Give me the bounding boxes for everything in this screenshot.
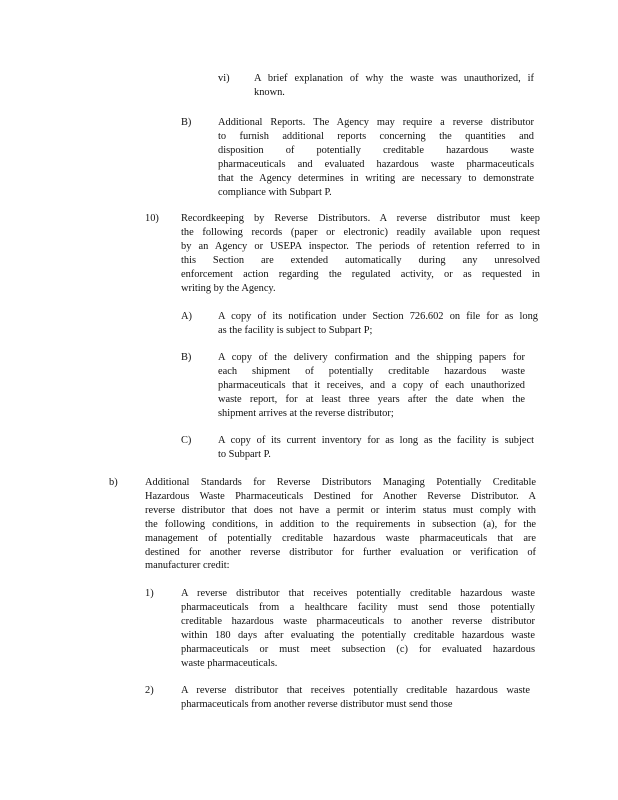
item-text [254,72,534,100]
item-text [181,684,530,712]
text-line: A reverse distributor that receives potentially creditable hazardous waste [181,588,535,599]
text-line: creditable hazardous waste pharmaceuticals to another reverse distributor [181,615,535,627]
text-line: destined for another reverse distributor for further evaluation or verification of [145,546,536,558]
text-line: as the facility is subject to Subpart P; [218,324,373,336]
text-line: Recordkeeping by Reverse Distributors. A reverse distributor must keep [181,213,540,224]
text-line: Hazardous Waste Pharmaceuticals Destined for Another Reverse Distributor. A [145,490,536,502]
text-line: shipment arrives at the reverse distributor; [218,407,394,419]
text-line: to Subpart P. [218,448,271,460]
text-line: writing by the Agency. [181,282,276,294]
item-label: 2) [145,685,154,696]
text-line: A brief explanation of why the waste was unauthorized, if [254,73,534,84]
text-line: A copy of its notification under Section 726.602 on file for as long [218,311,538,322]
item-text [181,587,535,670]
item-label: 10) [145,213,159,224]
text-line: that the Agency determines in writing are necessary to demonstrate [218,172,534,184]
item-label: A) [181,311,192,322]
item-label: C) [181,435,192,446]
text-line: the following records (paper or electronic) readily available upon request [181,226,540,238]
text-line: reverse distributor that does not have a permit or interim status must comply with [145,504,536,516]
item-label: B) [181,117,192,128]
text-line: waste report, for at least three years after the date when the [218,393,525,405]
text-line: pharmaceuticals or must meet subsection (c) for evaluated hazardous [181,643,535,655]
text-line: A copy of its current inventory for as long as the facility is subject [218,435,534,446]
text-line: by an Agency or USEPA inspector. The periods of retention referred to in [181,240,540,252]
item-text [181,212,540,295]
text-line: pharmaceuticals and evaluated hazardous waste pharmaceuticals [218,158,534,170]
text-line: to furnish additional reports concerning the quantities and [218,130,534,142]
item-label: b) [109,477,118,488]
text-line: within 180 days after evaluating the potentially creditable hazardous waste [181,629,535,641]
text-line: pharmaceuticals that it receives, and a copy of each unauthorized [218,379,525,391]
item-label: 1) [145,588,154,599]
text-line: enforcement action regarding the regulated activity, or as requested in [181,268,540,280]
text-line: waste pharmaceuticals. [181,657,278,669]
text-line: manufacturer credit: [145,560,230,572]
item-text [145,476,536,573]
item-text [218,310,538,338]
text-line: pharmaceuticals from a healthcare facility must send those potentially [181,601,535,613]
text-line: the following conditions, in addition to the requirements in subsection (a), for the [145,518,536,530]
text-line: known. [254,86,285,98]
text-line: pharmaceuticals from another reverse distributor must send those [181,698,453,710]
item-text [218,116,534,199]
text-line: this Section are extended automatically during any unresolved [181,254,540,266]
text-line: Additional Reports. The Agency may require a reverse distributor [218,117,534,128]
text-line: Additional Standards for Reverse Distributors Managing Potentially Creditable [145,477,536,488]
text-line: disposition of potentially creditable hazardous waste [218,144,534,156]
item-text [218,434,534,462]
item-text [218,351,525,421]
item-label: vi) [218,73,230,84]
text-line: A copy of the delivery confirmation and the shipping papers for [218,352,525,363]
item-label: B) [181,352,192,363]
text-line: compliance with Subpart P. [218,186,332,198]
text-line: management of potentially creditable hazardous waste pharmaceuticals that are [145,532,536,544]
text-line: each shipment of potentially creditable hazardous waste [218,365,525,377]
text-line: A reverse distributor that receives potentially creditable hazardous waste [181,685,530,696]
